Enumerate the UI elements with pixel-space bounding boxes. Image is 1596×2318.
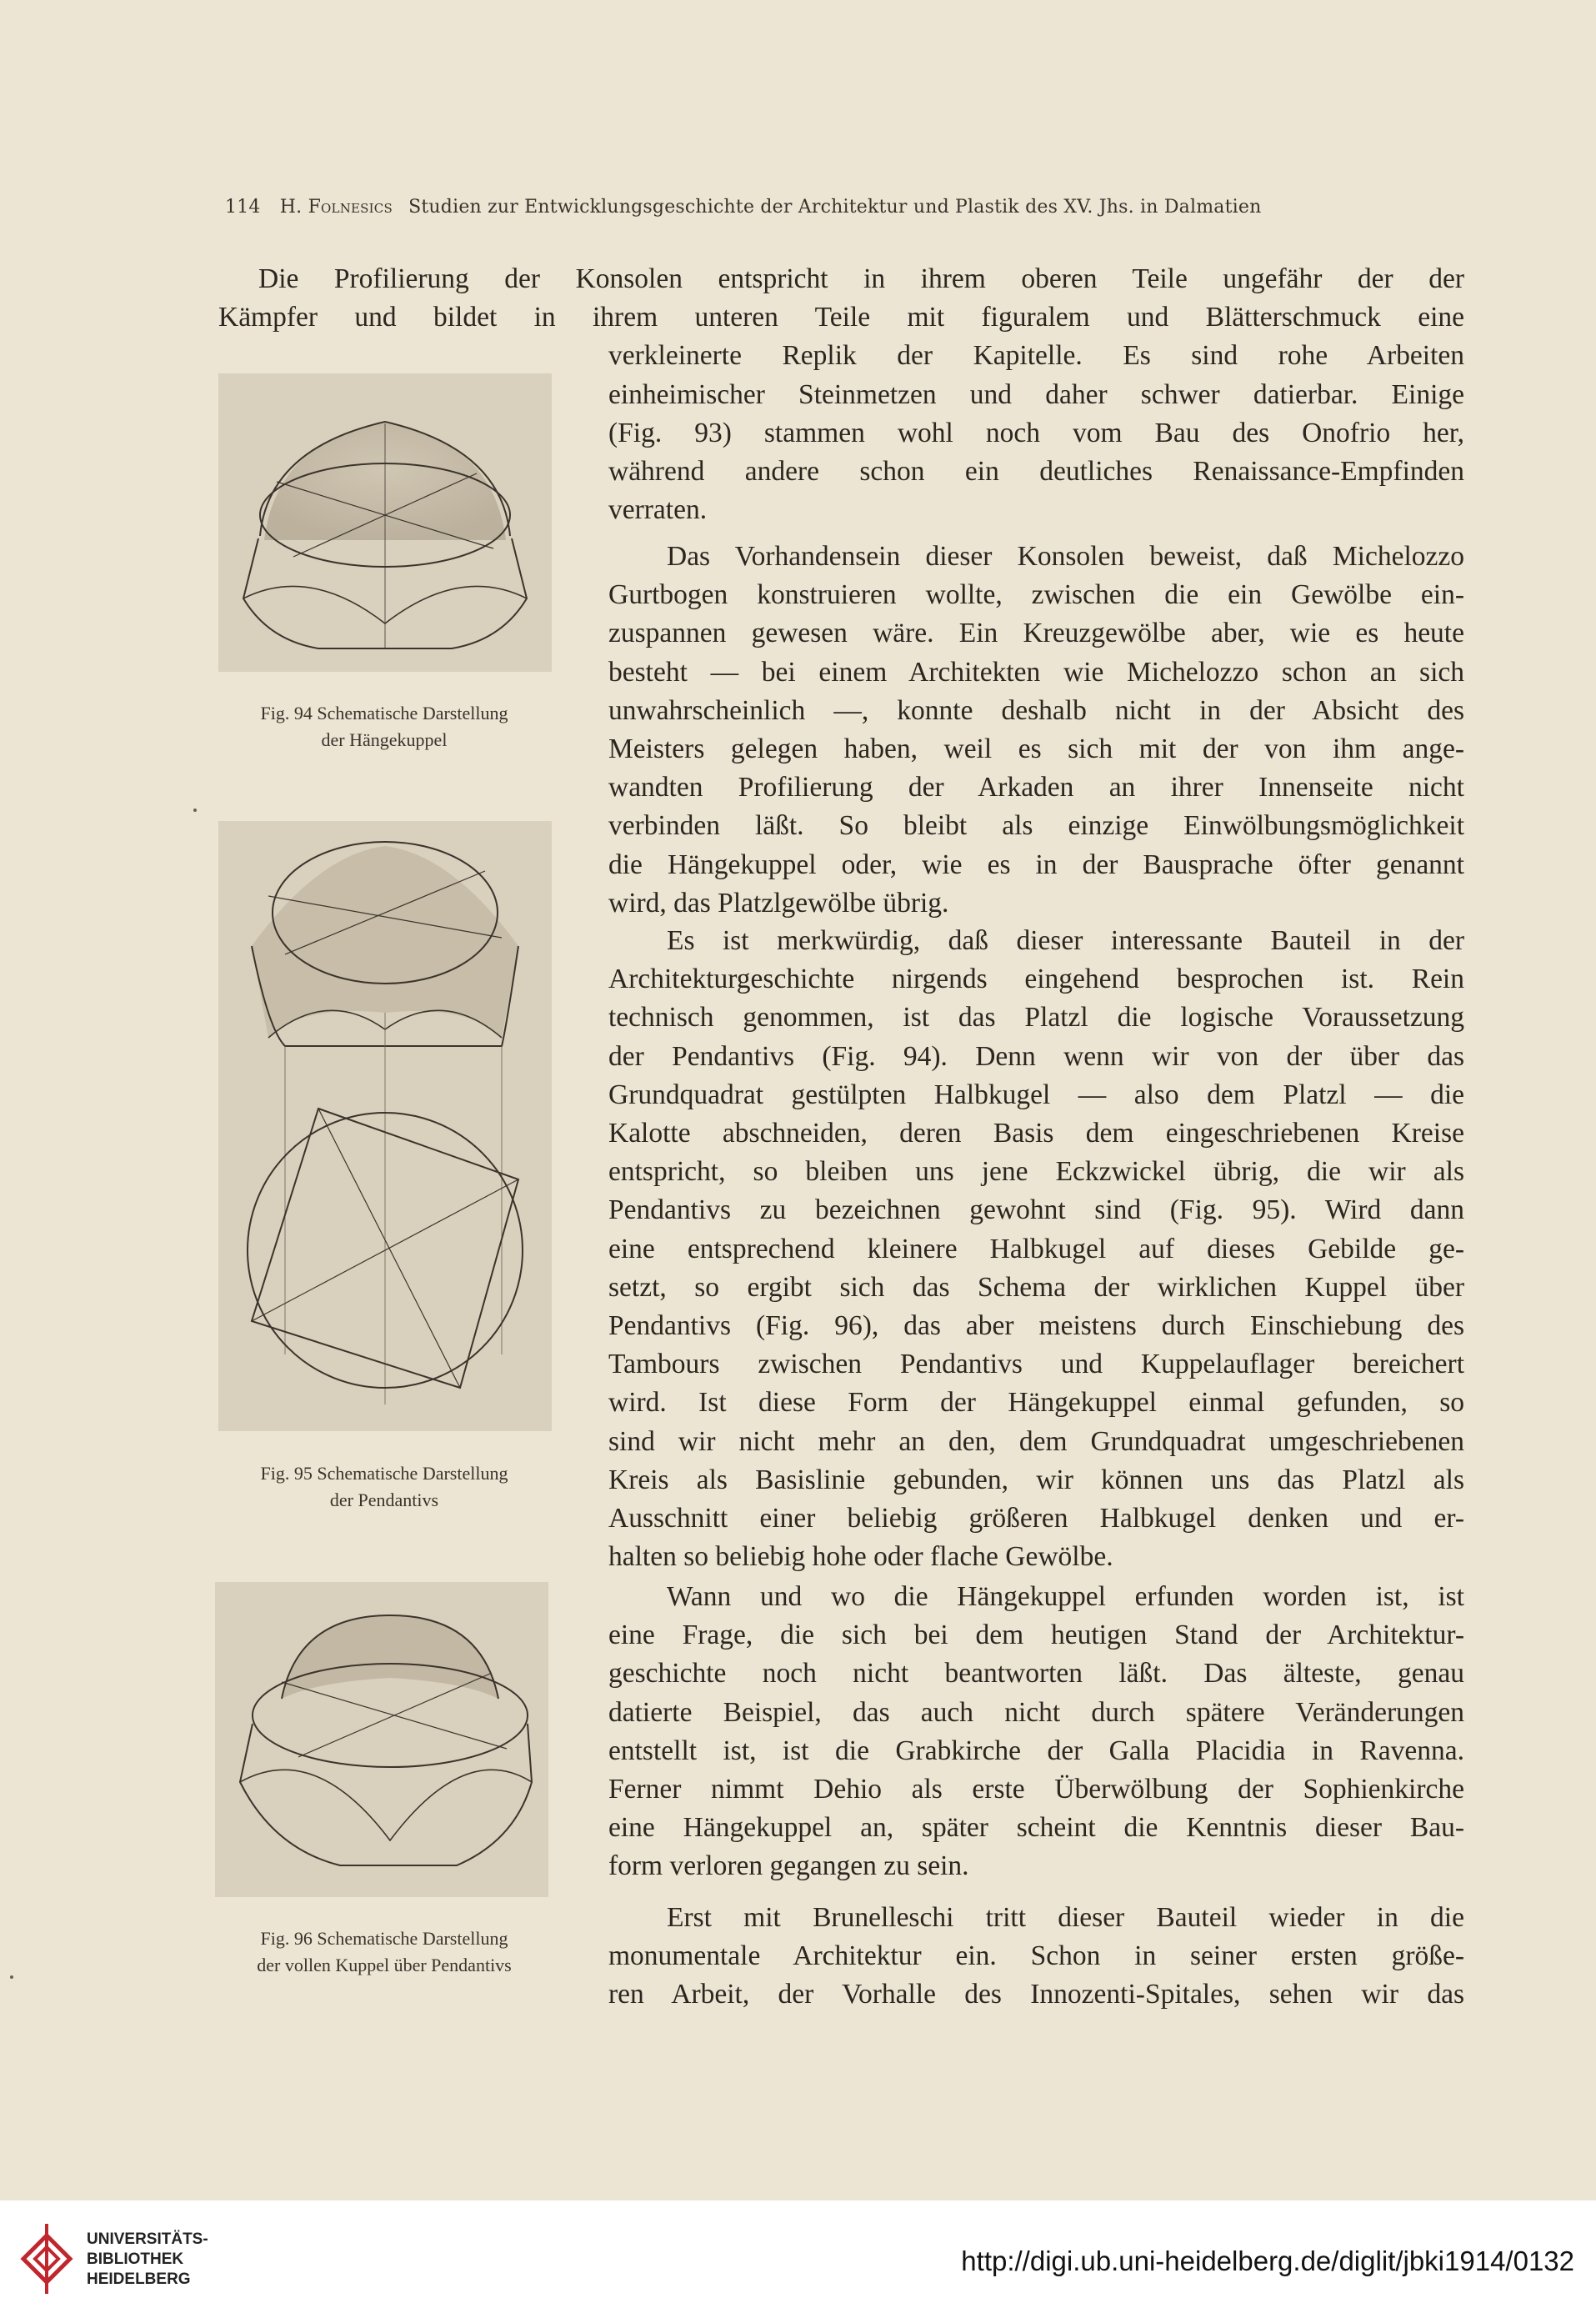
header-author: H. Folnesics bbox=[279, 197, 393, 218]
text-line: während andere schon ein deutliches Renaissance-Empfinden bbox=[608, 456, 1464, 487]
text-line: einheimischer Steinmetzen und daher schwer datierbar. Einige bbox=[608, 378, 1464, 410]
text-line: Grundquadrat gestülpten Halbkugel — also dem Platzl — die bbox=[608, 1079, 1464, 1110]
text-line: Meisters gelegen haben, weil es sich mit der von ihm ange- bbox=[608, 733, 1464, 764]
figure-95-image bbox=[218, 821, 552, 1431]
text-line: Ferner nimmt Dehio als erste Überwölbung der Sophienkirche bbox=[608, 1774, 1464, 1805]
text-line: wird. Ist diese Form der Hängekuppel einmal gefunden, so bbox=[608, 1387, 1464, 1419]
text-line: datierte Beispiel, das auch nicht durch spätere Veränderungen bbox=[608, 1696, 1464, 1728]
figure-94-drawing bbox=[218, 373, 552, 672]
text-line: Kreis als Basislinie gebunden, wir können uns das Platzl als bbox=[608, 1464, 1464, 1495]
text-line: monumentale Architektur ein. Schon in seiner ersten größe- bbox=[608, 1940, 1464, 1972]
text-line: Architekturgeschichte nirgends eingehend besprochen ist. Rein bbox=[608, 964, 1464, 995]
scan-speck bbox=[193, 809, 197, 812]
text-line: halten so beliebig hohe oder flache Gewölbe. bbox=[608, 1541, 1113, 1573]
text-line: entspricht, so bleiben uns jene Eckzwickel übrig, die wir als bbox=[608, 1156, 1464, 1188]
text-line: verkleinerte Replik der Kapitelle. Es sind rohe Arbeiten bbox=[608, 340, 1464, 372]
text-line: entstellt ist, ist die Grabkirche der Galla Placidia in Ravenna. bbox=[608, 1735, 1464, 1766]
text-line: Pendantivs zu bezeichnen gewohnt sind (Fig. 95). Wird dann bbox=[608, 1194, 1464, 1226]
figure-96-drawing bbox=[215, 1582, 548, 1897]
figure-96-image bbox=[215, 1582, 548, 1897]
text-line: der Pendantivs (Fig. 94). Denn wenn wir von der über das bbox=[608, 1040, 1464, 1072]
text-line: Erst mit Brunelleschi tritt dieser Bauteil wieder in die bbox=[667, 1902, 1464, 1933]
text-line: setzt, so ergibt sich das Schema der wirklichen Kuppel über bbox=[608, 1271, 1464, 1303]
source-url-link[interactable]: http://digi.ub.uni-heidelberg.de/diglit/jbki1914/0132 bbox=[961, 2245, 1574, 2276]
text-line: die Hängekuppel oder, wie es in der Bausprache öfter genannt bbox=[608, 849, 1464, 880]
text-line: Pendantivs (Fig. 96), das aber meistens durch Einschiebung des bbox=[608, 1310, 1464, 1341]
figure-95-drawing bbox=[218, 821, 552, 1431]
text-line: Gurtbogen konstruieren wollte, zwischen die ein Gewölbe ein- bbox=[608, 579, 1464, 611]
text-line: eine entsprechend kleinere Halbkugel auf dieses Gebilde ge- bbox=[608, 1233, 1464, 1264]
text-line: Wann und wo die Hängekuppel erfunden worden ist, ist bbox=[667, 1581, 1464, 1612]
text-line: (Fig. 93) stammen wohl noch vom Bau des Onofrio her, bbox=[608, 417, 1464, 448]
text-line: eine Frage, die sich bei dem heutigen Stand der Architektur- bbox=[608, 1620, 1464, 1651]
text-line: Ausschnitt einer beliebig größeren Halbkugel denken und er- bbox=[608, 1503, 1464, 1534]
text-line: Es ist merkwürdig, daß dieser interessante Bauteil in der bbox=[667, 925, 1464, 956]
text-line: Die Profilierung der Konsolen entspricht in ihrem oberen Teile ungefähr der der bbox=[258, 263, 1464, 294]
text-line: geschichte noch nicht beantworten läßt. Das älteste, genau bbox=[608, 1658, 1464, 1690]
library-footer bbox=[0, 2200, 1596, 2318]
text-line: zuspannen gewesen wäre. Ein Kreuzgewölbe aber, wie es heute bbox=[608, 618, 1464, 649]
figure-94-caption: Fig. 94 Schematische Darstellung der Hängekuppel bbox=[260, 703, 508, 750]
figure-95-caption: Fig. 95 Schematische Darstellung der Pendantivs bbox=[260, 1463, 508, 1510]
text-line: Tambours zwischen Pendantivs und Kuppelauflager bereichert bbox=[608, 1349, 1464, 1380]
text-line: besteht — bei einem Architekten wie Michelozzo schon an sich bbox=[608, 656, 1464, 688]
text-line: ren Arbeit, der Vorhalle des Innozenti-Spitales, sehen wir das bbox=[608, 1979, 1464, 2010]
text-line: wandten Profilierung der Arkaden an ihrer Innenseite nicht bbox=[608, 772, 1464, 804]
scan-speck bbox=[10, 1975, 13, 1979]
text-line: Kalotte abschneiden, deren Basis dem eingeschriebenen Kreise bbox=[608, 1118, 1464, 1149]
text-line: technisch genommen, ist das Platzl die logische Voraussetzung bbox=[608, 1002, 1464, 1034]
figure-94-image bbox=[218, 373, 552, 672]
text-line: unwahrscheinlich —, konnte deshalb nicht in der Absicht des bbox=[608, 694, 1464, 726]
text-line: verbinden läßt. So bleibt als einzige Einwölbungsmöglichkeit bbox=[608, 810, 1464, 842]
text-line: sind wir nicht mehr an den, dem Grundquadrat umgeschriebenen bbox=[608, 1425, 1464, 1457]
figure-96-caption: Fig. 96 Schematische Darstellung der vollen Kuppel über Pendantivs bbox=[257, 1928, 512, 1975]
text-line: wird, das Platzlgewölbe übrig. bbox=[608, 887, 949, 919]
library-logo-icon bbox=[18, 2217, 80, 2300]
text-line: verraten. bbox=[608, 494, 708, 526]
text-line: form verloren gegangen zu sein. bbox=[608, 1850, 969, 1882]
text-line: Das Vorhandensein dieser Konsolen beweist, daß Michelozzo bbox=[667, 541, 1464, 572]
header-title: Studien zur Entwicklungsgeschichte der Architektur und Plastik des XV. Jhs. in Dalmatien bbox=[408, 197, 1262, 218]
page-number: 114 bbox=[225, 197, 261, 218]
text-line: eine Hängekuppel an, später scheint die Kenntnis dieser Bau- bbox=[608, 1812, 1464, 1844]
text-line: Kämpfer und bildet in ihrem unteren Teile mit figuralem und Blätterschmuck eine bbox=[218, 302, 1464, 333]
running-header bbox=[225, 197, 1400, 218]
library-name: UNIVERSITÄTS- BIBLIOTHEK HEIDELBERG bbox=[87, 2230, 208, 2288]
